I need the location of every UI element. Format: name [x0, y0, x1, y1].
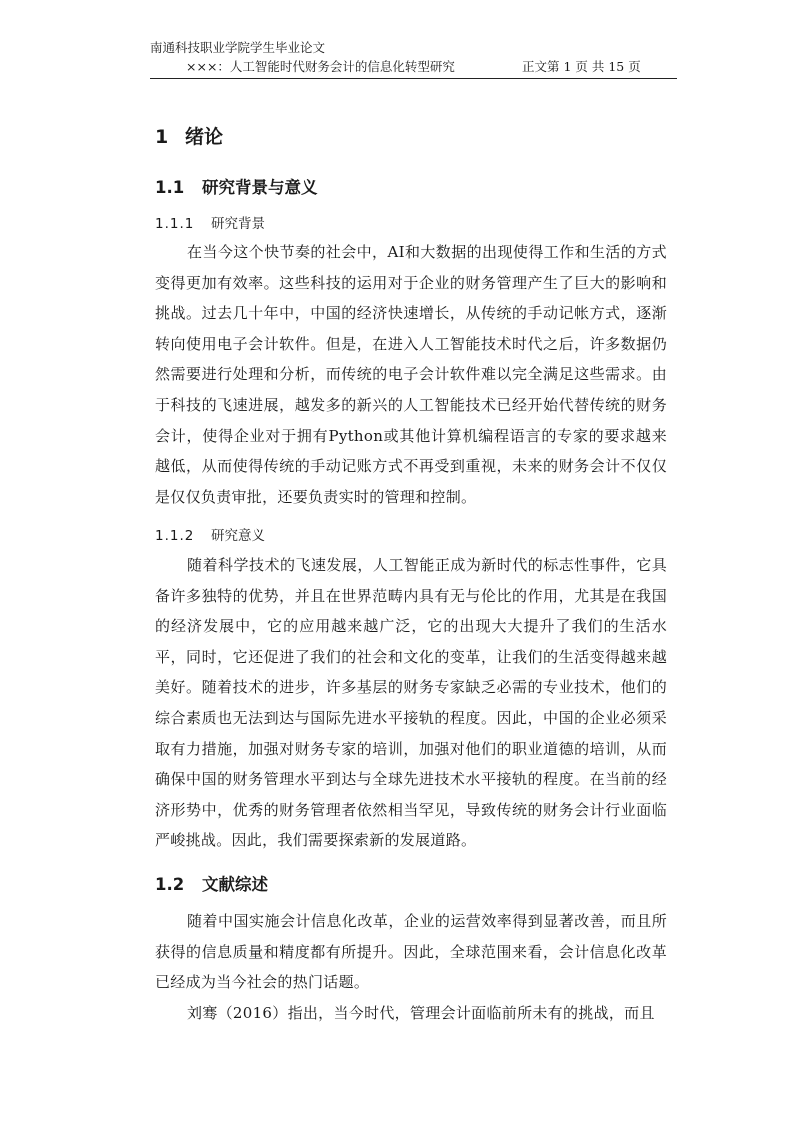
chapter-number: 1 — [155, 126, 169, 148]
chapter-title: 绪论 — [185, 126, 224, 148]
page-header — [150, 40, 677, 79]
section-title: 文献综述 — [202, 875, 268, 894]
chapter-heading — [155, 125, 223, 149]
subsection-number: 1.1.1 — [155, 216, 195, 232]
paragraph-research-background: 在当今这个快节奏的社会中，AI和大数据的出现使得工作和生活的方式变得更加有效率。这些科技的运用对于企业的财务管理产生了巨大的影响和挑战。过去几十年中，中国的经济快速增长，从传统的手动记帐方式，逐渐转向使用电子会计软件。但是，在进入人工智能技术时代之后，许多数据仍然需要进行处理和分析，而传统的电子会计软件难以完全满足这些需求。由于科技的飞速进展，越发多的新兴的人工智能技术已经开始代替传统的财务会计，使得企业对于拥有Python或其他计算机编程语言的专家的要求越来越低，从而使得传统的手动记账方式不再受到重视，未来的财务会计不仅仅是仅仅负责审批，还要负责实时的管理和控制。 — [155, 243, 667, 506]
section-heading-1-2 — [155, 874, 268, 896]
paragraph-literature-review-2: 刘骞（2016）指出，当今时代，管理会计面临前所未有的挑战，而且 — [187, 1004, 655, 1022]
subsection-number: 1.1.2 — [155, 528, 195, 544]
header-page-info: 正文第 1 页 共 15 页 — [522, 59, 641, 74]
subsection-title: 研究意义 — [211, 528, 265, 544]
subsection-heading-1-1-2 — [155, 527, 265, 545]
subsection-title: 研究背景 — [211, 216, 265, 232]
section-number: 1.2 — [155, 875, 185, 894]
section-number: 1.1 — [155, 178, 185, 197]
section-heading-1-1 — [155, 177, 318, 199]
section-title: 研究背景与意义 — [202, 178, 318, 197]
subsection-heading-1-1-1 — [155, 215, 265, 233]
header-school: 南通科技职业学院学生毕业论文 — [150, 40, 326, 55]
paragraph-literature-review-1: 随着中国实施会计信息化改革，企业的运营效率得到显著改善，而且所获得的信息质量和精度都有所提升。因此，全球范围来看，会计信息化改革已经成为当今社会的热门话题。 — [155, 912, 667, 992]
header-thesis-title: ×××：人工智能时代财务会计的信息化转型研究 — [186, 59, 455, 74]
paragraph-research-significance: 随着科学技术的飞速发展，人工智能正成为新时代的标志性事件，它具备许多独特的优势，并且在世界范畴内具有无与伦比的作用，尤其是在我国的经济发展中，它的应用越来越广泛，它的出现大大提升了我们的生活水平，同时，它还促进了我们的社会和文化的变革，让我们的生活变得越来越美好。随着技术的进步，许多基层的财务专家缺乏必需的专业技术，他们的综合素质也无法到达与国际先进水平接轨的程度。因此，中国的企业必须采取有力措施，加强对财务专家的培训，加强对他们的职业道德的培训，从而确保中国的财务管理水平到达与全球先进技术水平接轨的程度。在当前的经济形势中，优秀的财务管理者依然相当罕见，导致传统的财务会计行业面临严峻挑战。因此，我们需要探索新的发展道路。 — [155, 556, 667, 850]
